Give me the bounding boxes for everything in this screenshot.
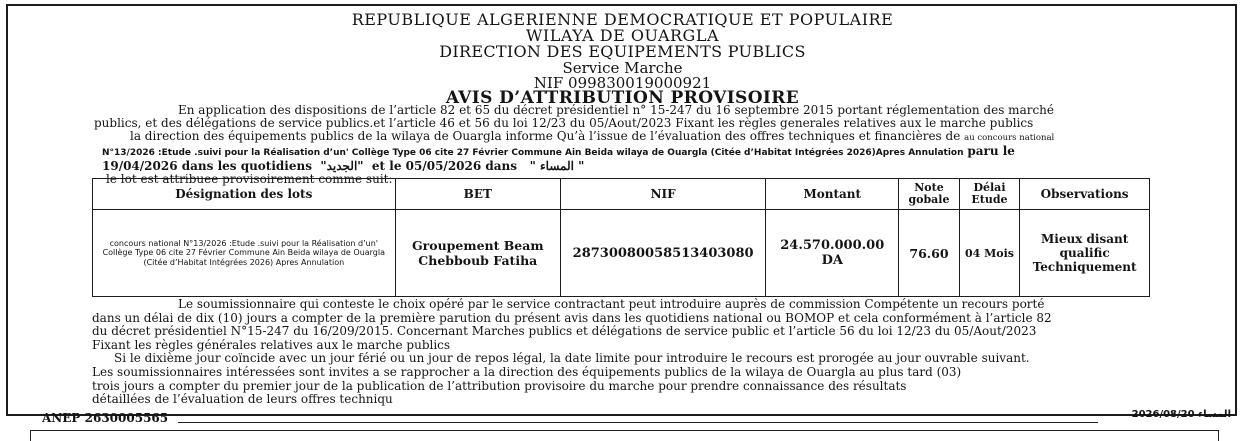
col-header-nif: NIF: [560, 179, 765, 210]
header-nif: NIF 099830019000921: [533, 74, 712, 92]
col-header-montant: Montant: [766, 179, 899, 210]
header-wilaya: WILAYA DE OUARGLA: [525, 26, 720, 45]
footer-rule: [178, 422, 1098, 423]
table-row: [93, 210, 1150, 297]
body-line: du décret présidentiel N°15-247 du 16/209/2015. Concernant Marches publics et délégations de service public et l’article 56 du loi 12/23 du 05/Aout/2023: [92, 324, 1037, 339]
body-line: dans un délai de dix (10) jours a compter de la première parution du présent avis dans les quotidiens national ou BOMOP et cela conformément à l’article 82: [92, 310, 1052, 325]
col-header-delai: Délai Etude: [959, 179, 1020, 210]
col-header-bet: BET: [395, 179, 560, 210]
notice-title: AVIS D’ATTRIBUTION PROVISOIRE: [445, 88, 800, 108]
intro-text: la direction des équipements publics de la wilaya de Ouargla informe Qu’à l’issue de l’évaluation des offres techniques et financières de: [130, 129, 961, 143]
col-header-observations: Observations: [1020, 179, 1150, 210]
recourse-paragraphs: [92, 298, 1152, 407]
col-header-note: Note gobale: [899, 179, 960, 210]
intro-paragraph: [90, 104, 1160, 186]
body-line: trois jours a compter du premier jour de la publication de l’attribution provisoire du marche pour prendre connaissance des résultats: [92, 378, 907, 393]
intro-line: [102, 145, 1160, 160]
intro-text: " المساء ": [529, 159, 585, 173]
header-direction: DIRECTION DES EQUIPEMENTS PUBLICS: [439, 42, 806, 61]
intro-line: le lot est attribuee provisoirement comme suit:: [106, 172, 393, 186]
cell-bet: Groupement Beam Chebboub Fatiha: [395, 210, 560, 297]
intro-text: paru le: [967, 144, 1015, 158]
header-service: Service Marche: [562, 59, 683, 77]
intro-text: au concours national: [964, 133, 1055, 143]
intro-line: [90, 130, 1160, 145]
body-line: Fixant les règles générales relatives aux le marche publics: [92, 337, 451, 352]
body-line: Si le dixième jour coïncide avec un jour férié ou un jour de repos légal, la date limite pour introduire le recours est prorogée au jour ouvrable suivant.: [114, 351, 1030, 366]
intro-text: 19/04/2026 dans les quotidiens: [102, 159, 312, 173]
body-line: Les soumissionnaires intéressées sont invites a se rapprocher a la direction des équipements publics de la wilaya de Ouargla au plus tard (03): [92, 364, 962, 379]
cell-nif: 28730080058513403080: [560, 210, 765, 297]
cell-note: 76.60: [899, 210, 960, 297]
cell-designation: concours national N°13/2026 :Etude .suivi pour la Réalisation d’un' Collège Type 06 cite 27 Février Commune Ain Beida wilaya de Ouargla (Citée d’Habitat Intégrées 2026) Apres Annulation: [93, 210, 396, 297]
intro-line: publics, et des délégations de service publics.et l’article 46 et 56 du loi 12/23 du 05/Aout/2023 Fixant les règles generales relatives aux le marche publics: [94, 116, 1034, 130]
intro-line: En application des dispositions de l’article 82 et 65 du décret présidentiel n° 15-247 du 16 septembre 2015 portant réglementation des marché: [178, 103, 1055, 117]
cell-delai: 04 Mois: [959, 210, 1020, 297]
cell-observations: Mieux disant qualific Techniquement: [1020, 210, 1150, 297]
intro-text: "الجديد": [320, 159, 364, 173]
table-header-row: [93, 179, 1150, 210]
intro-text: et le 05/05/2026 dans: [371, 159, 518, 173]
col-header-designation: Désignation des lots: [93, 179, 396, 210]
body-line: détaillées de l’évaluation de leurs offres techniqu: [92, 392, 393, 407]
publication-date: 2026/08/20 المساء: [1131, 409, 1231, 420]
intro-text: N°13/2026 :Etude .suivi pour la Réalisation d’un' Collège Type 06 cite 27 Février Commune Ain Beida wilaya de Ouargla (Citée d’Habitat Intégrées 2026)Apres Annulation: [102, 148, 964, 158]
anep-reference: ANEP 2630005565: [42, 411, 169, 425]
attribution-table: [92, 178, 1150, 297]
header-republic: REPUBLIQUE ALGERIENNE DEMOCRATIQUE ET POPULAIRE: [351, 10, 894, 29]
body-line: Le soumissionnaire qui conteste le choix opéré par le service contractant peut introduire auprès de commission Compétente un recours porté: [178, 297, 1045, 311]
cell-montant: 24.570.000.00 DA: [766, 210, 899, 297]
